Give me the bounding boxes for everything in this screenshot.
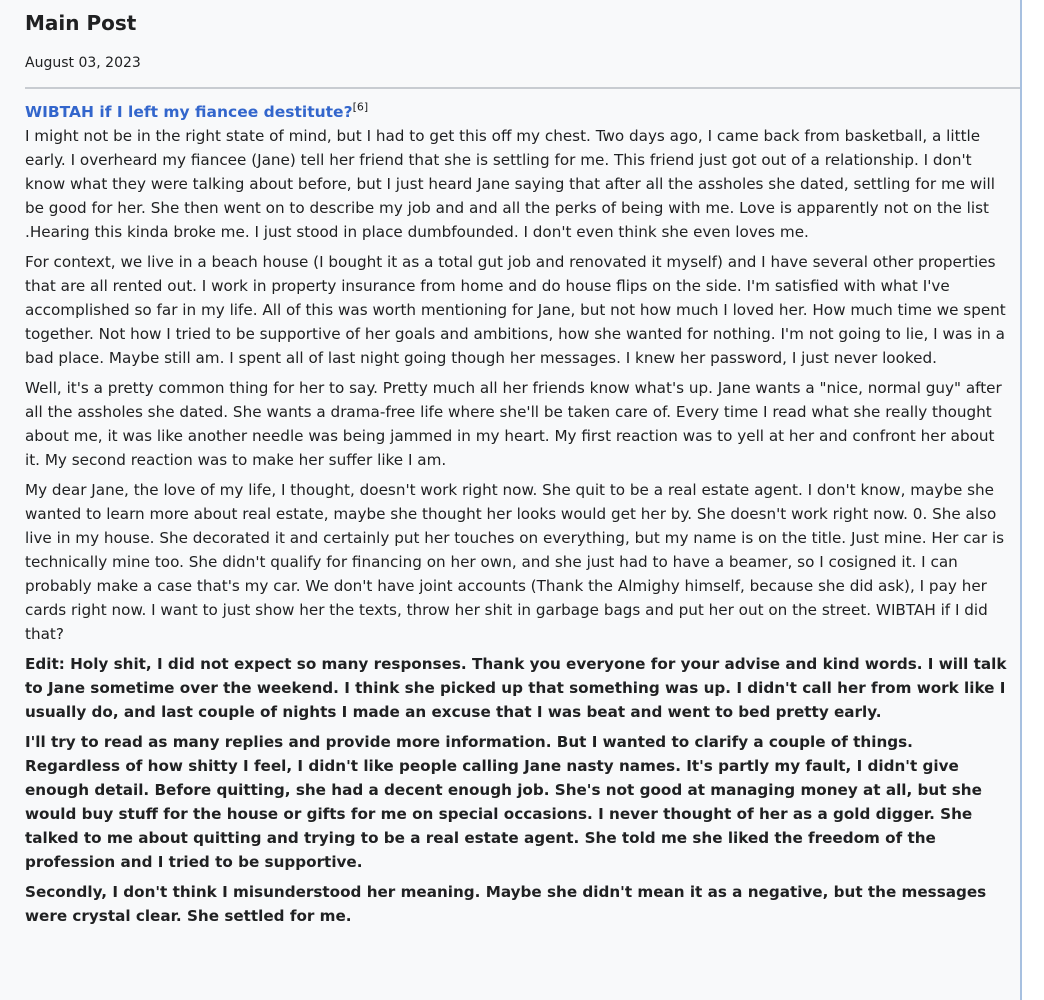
post-paragraph-4: My dear Jane, the love of my life, I thought, doesn't work right now. She quit to be a real estate agent. I don't know, maybe she wanted to learn more about real estate, maybe she thought her looks would get her by. She doesn't work right now. 0. She also live in my house. She decorated it and certainly put her touches on everything, but my name is on the title. Just mine. Her car is technically mine too. She didn't qualify for financing on her own, and she just had to have a beamer, so I cosigned it. I can probably make a case that's my car. We don't have joint accounts (Thank the Almighy himself, because she did ask), I pay her cards right now. I want to just show her the texts, throw her shit in garbage bags and put her out on the street. WIBTAH if I did that?: [25, 481, 1005, 643]
post-title-line: [25, 101, 1008, 123]
post-paragraph-1: I might not be in the right state of mind, but I had to get this off my chest. Two days ago, I came back from basketball, a little early. I overheard my fiancee (Jane) tell her friend that she is settling for me. This friend just got out of a relationship. I don't know what they were talking about before, but I just heard Jane saying that after all the assholes she dated, settling for me will be good for her. She then went on to describe my job and and all the perks of being with me. Love is apparently not on the list .Hearing this kinda broke me. I just stood in place dumbfounded. I don't even think she even loves me.: [25, 127, 995, 241]
page-title: Main Post: [25, 11, 137, 35]
post-paragraph-2: For context, we live in a beach house (I bought it as a total gut job and renovated it myself) and I have several other properties that are all rented out. I work in property insurance from home and do house flips on the side. I'm satisfied with what I've accomplished so far in my life. All of this was worth mentioning for Jane, but not how much I loved her. How much time we spent together. Not how I tried to be supportive of her goals and ambitions, how she wanted for nothing. I'm not going to lie, I was in a bad place. Maybe still am. I spent all of last night going though her messages. I knew her password, I just never looked.: [25, 253, 1006, 367]
post-date: August 03, 2023: [25, 55, 141, 71]
edit-paragraph-2: I'll try to read as many replies and provide more information. But I wanted to clarify a couple of things. Regardless of how shitty I feel, I didn't like people calling Jane nasty names. It's partly my fault, I didn't give enough detail. Before quitting, she had a decent enough job. She's not good at managing money at all, but she would buy stuff for the house or gifts for me on special occasions. I never thought of her as a gold digger. She talked to me about quitting and trying to be a real estate agent. She told me she liked the freedom of the profession and I tried to be supportive.: [25, 733, 982, 871]
divider: [25, 87, 1020, 89]
reference-link[interactable]: [6]: [352, 100, 369, 114]
post-paragraph-3: Well, it's a pretty common thing for her to say. Pretty much all her friends know what's up. Jane wants a "nice, normal guy" after all the assholes she dated. She wants a drama-free life where she'll be taken care of. Every time I read what she really thought about me, it was like another needle was being jammed in my heart. My first reaction was to yell at her and confront her about it. My second reaction was to make her suffer like I am.: [25, 379, 1002, 469]
edit-paragraph-3: Secondly, I don't think I misunderstood her meaning. Maybe she didn't mean it as a negative, but the messages were crystal clear. She settled for me.: [25, 883, 987, 925]
edit-paragraph-1: Edit: Holy shit, I did not expect so many responses. Thank you everyone for your advise and kind words. I will talk to Jane sometime over the weekend. I think she picked up that something was up. I didn't call her from work like I usually do, and last couple of nights I made an excuse that I was beat and went to bed pretty early.: [25, 655, 1007, 721]
post-title-link[interactable]: WIBTAH if I left my fiancee destitute?: [25, 103, 353, 121]
